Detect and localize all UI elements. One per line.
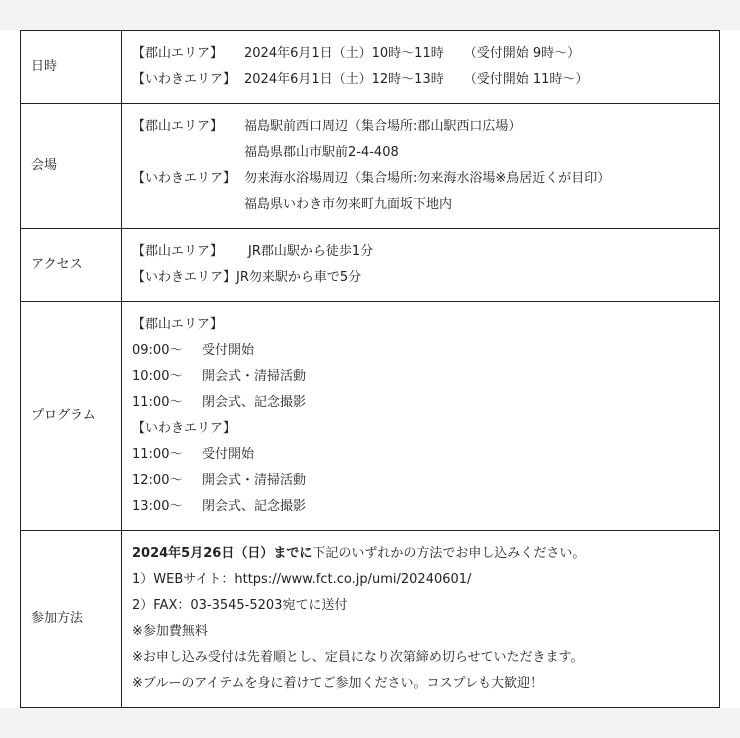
program-text: 閉会式、記念撮影 xyxy=(202,395,307,410)
apply-blue-note: ※ブルーのアイテムを身に着けてご参加ください。コスプレも大歓迎！ xyxy=(132,676,544,691)
row-label-datetime: 日時 xyxy=(21,31,122,104)
area-tag: 【郡山エリア】 xyxy=(132,244,224,259)
row-label-program: プログラム xyxy=(21,302,122,531)
datetime-date: 2024年6月1日（土）12時〜13時 xyxy=(244,72,444,87)
row-label-access: アクセス xyxy=(21,229,122,302)
apply-intro-line xyxy=(132,541,719,567)
access-text: JR郡山駅から徒歩1分 xyxy=(248,244,374,259)
access-value xyxy=(122,229,720,302)
program-text: 開会式・清掃活動 xyxy=(202,473,307,488)
table-row-access xyxy=(21,229,720,302)
apply-first-come-note: ※お申し込み受付は先着順とし、定員になり次第締め切らせていただきます。 xyxy=(132,650,584,665)
venue-line xyxy=(132,192,719,218)
venue-line xyxy=(132,140,719,166)
program-text: 閉会式、記念撮影 xyxy=(202,499,307,514)
row-label-venue: 会場 xyxy=(21,104,122,229)
program-time: 11:00〜 xyxy=(132,395,183,410)
apply-web-line xyxy=(132,567,719,593)
datetime-line-iwaki xyxy=(132,67,719,93)
apply-value xyxy=(122,531,720,708)
reception-note: （受付開始 9時〜） xyxy=(463,46,581,61)
venue-line xyxy=(132,114,719,140)
apply-intro: 下記のいずれかの方法でお申し込みください。 xyxy=(312,546,586,561)
access-line xyxy=(132,265,719,291)
program-time: 13:00〜 xyxy=(132,499,183,514)
program-heading: 【いわきエリア】 xyxy=(132,421,237,436)
program-item xyxy=(132,338,719,364)
table-row-apply xyxy=(21,531,720,708)
program-time: 09:00〜 xyxy=(132,343,183,358)
datetime-line-koriyama xyxy=(132,41,719,67)
area-tag: 【いわきエリア】 xyxy=(132,72,237,87)
page xyxy=(0,30,740,708)
venue-place: 勿来海水浴場周辺（集合場所:勿来海水浴場※鳥居近くが目印） xyxy=(244,171,611,186)
program-item xyxy=(132,364,719,390)
table-row-program xyxy=(21,302,720,531)
program-heading: 【郡山エリア】 xyxy=(132,317,224,332)
program-item xyxy=(132,468,719,494)
area-tag: 【郡山エリア】 xyxy=(132,119,224,134)
table-row-venue xyxy=(21,104,720,229)
program-time: 11:00〜 xyxy=(132,447,183,462)
area-tag: 【いわきエリア】 xyxy=(132,171,237,186)
reception-note: （受付開始 11時〜） xyxy=(463,72,589,87)
row-label-apply: 参加方法 xyxy=(21,531,122,708)
program-value xyxy=(122,302,720,531)
venue-address: 福島県郡山市駅前2-4-408 xyxy=(244,145,399,160)
program-text: 受付開始 xyxy=(202,447,255,462)
access-text: JR勿来駅から車で5分 xyxy=(236,270,362,285)
datetime-value xyxy=(122,31,720,104)
program-time: 12:00〜 xyxy=(132,473,183,488)
apply-fax: 2）FAX：03-3545-5203宛てに送付 xyxy=(132,598,348,613)
datetime-date: 2024年6月1日（土）10時〜11時 xyxy=(244,46,444,61)
access-line xyxy=(132,239,719,265)
apply-web-url: https://www.fct.co.jp/umi/20240601/ xyxy=(234,572,472,587)
program-time: 10:00〜 xyxy=(132,369,183,384)
apply-deadline: 2024年5月26日（日）までに xyxy=(132,546,313,561)
apply-free-note: ※参加費無料 xyxy=(132,624,208,639)
table-row-datetime xyxy=(21,31,720,104)
program-text: 開会式・清掃活動 xyxy=(202,369,307,384)
program-item xyxy=(132,390,719,416)
venue-place: 福島駅前西口周辺（集合場所:郡山駅西口広場） xyxy=(244,119,522,134)
program-item xyxy=(132,494,719,520)
apply-web-prefix: 1）WEBサイト： xyxy=(132,572,235,587)
area-tag: 【いわきエリア】 xyxy=(132,270,237,285)
venue-address: 福島県いわき市勿来町九面坂下地内 xyxy=(244,197,453,212)
event-info-table xyxy=(20,30,720,708)
venue-value xyxy=(122,104,720,229)
program-text: 受付開始 xyxy=(202,343,255,358)
area-tag: 【郡山エリア】 xyxy=(132,46,224,61)
venue-line xyxy=(132,166,719,192)
program-item xyxy=(132,442,719,468)
